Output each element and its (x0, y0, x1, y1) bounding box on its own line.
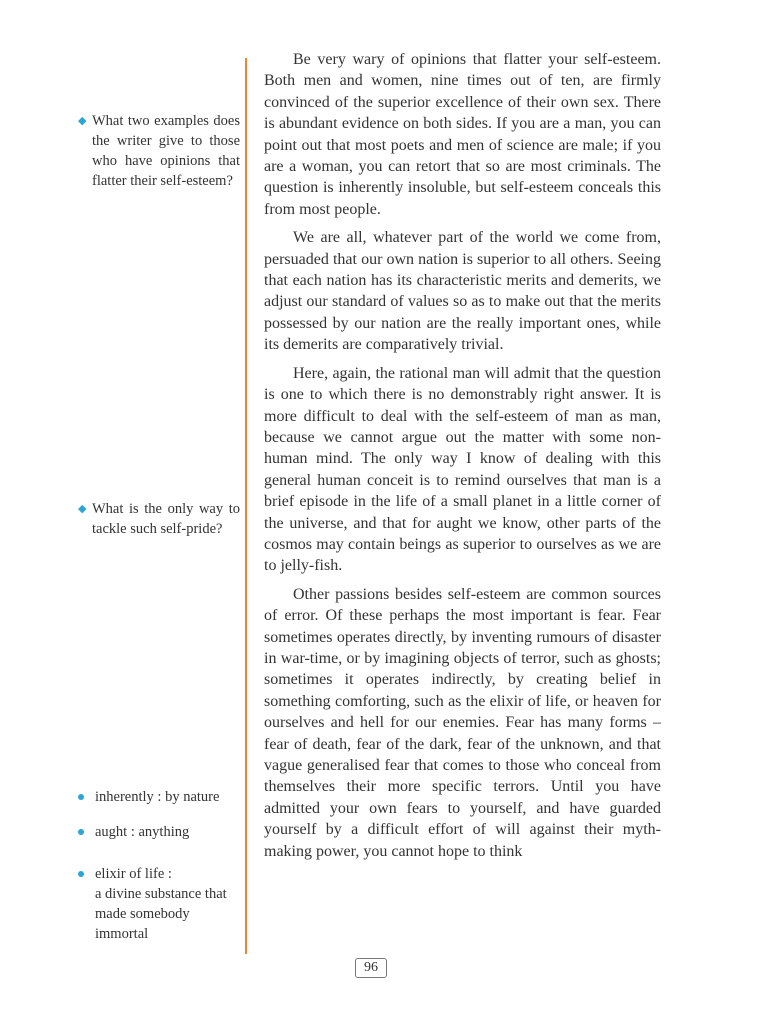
diamond-bullet-icon: ◆ (78, 503, 87, 515)
margin-question-2 (78, 499, 240, 539)
glossary-meaning: a divine substance that made somebody immortal (95, 886, 227, 942)
margin-question-text: What is the only way to tackle such self-pride? (92, 501, 240, 537)
margin-question-text: What two examples does the writer give to those who have opinions that flatter their self-esteem? (92, 113, 240, 189)
dot-bullet-icon (78, 794, 84, 800)
glossary-meaning: anything (138, 824, 190, 840)
margin-question-1 (78, 111, 240, 191)
glossary-meaning: by nature (165, 789, 220, 805)
glossary-item-inherently: inherently : by nature (78, 787, 244, 807)
paragraph-4: Other passions besides self-esteem are common sources of error. Of these perhaps the most important is fear. Fear sometimes operates directly, by inventing rumours of disaster in war-time, or by imagining objects of terror, such as ghosts; sometimes it operates indirectly, by creating belief in something comforting, such as the elixir of life, or heaven for ourselves and hell for our enemies. Fear has many forms – fear of death, fear of the dark, fear of the unknown, and that vague generalised fear that comes to those who conceal from themselves their more specific terrors. Until you have admitted your own fears to yourself, and have guarded yourself by a difficult effort of will against their myth-making power, you cannot hope to think (264, 585, 661, 860)
margin-divider-line (245, 58, 247, 954)
page-number: 96 (355, 958, 387, 978)
glossary-term: inherently (95, 789, 154, 805)
glossary-item-aught: aught : anything (78, 822, 244, 842)
glossary-item-elixir: elixir of life : a divine substance that made somebody immortal (78, 864, 244, 944)
main-text-column (264, 49, 661, 869)
paragraph-1: Be very wary of opinions that flatter your self-esteem. Both men and women, nine times out of ten, are firmly convinced of the superior excellence of their own sex. There is abundant evidence on both sides. If you are a man, you can point out that most poets and men of science are male; if you are a woman, you can retort that so are most criminals. The question is inherently insoluble, but self-esteem conceals this from most people. (264, 51, 661, 218)
dot-bullet-icon (78, 829, 84, 835)
dot-bullet-icon (78, 871, 84, 877)
diamond-bullet-icon: ◆ (78, 115, 87, 127)
paragraph-2: We are all, whatever part of the world we come from, persuaded that our own nation is superior to all others. Seeing that each nation has its characteristic merits and demerits, we adjust our standard of values so as to make out that the merits possessed by our nation are the really important ones, while its demerits are comparatively trivial. (264, 229, 661, 354)
glossary-term: aught (95, 824, 128, 840)
glossary-term: elixir of life (95, 866, 165, 882)
paragraph-3: Here, again, the rational man will admit that the question is one to which there is no demonstrably right answer. It is more difficult to deal with the self-esteem of man as man, because we cannot argue out the matter with some non-human mind. The only way I know of dealing with this general human conceit is to remind ourselves that man is a brief episode in the life of a small planet in a little corner of the universe, and that for aught we know, other parts of the cosmos may contain beings as superior to ourselves as we are to jelly-fish. (264, 364, 661, 575)
